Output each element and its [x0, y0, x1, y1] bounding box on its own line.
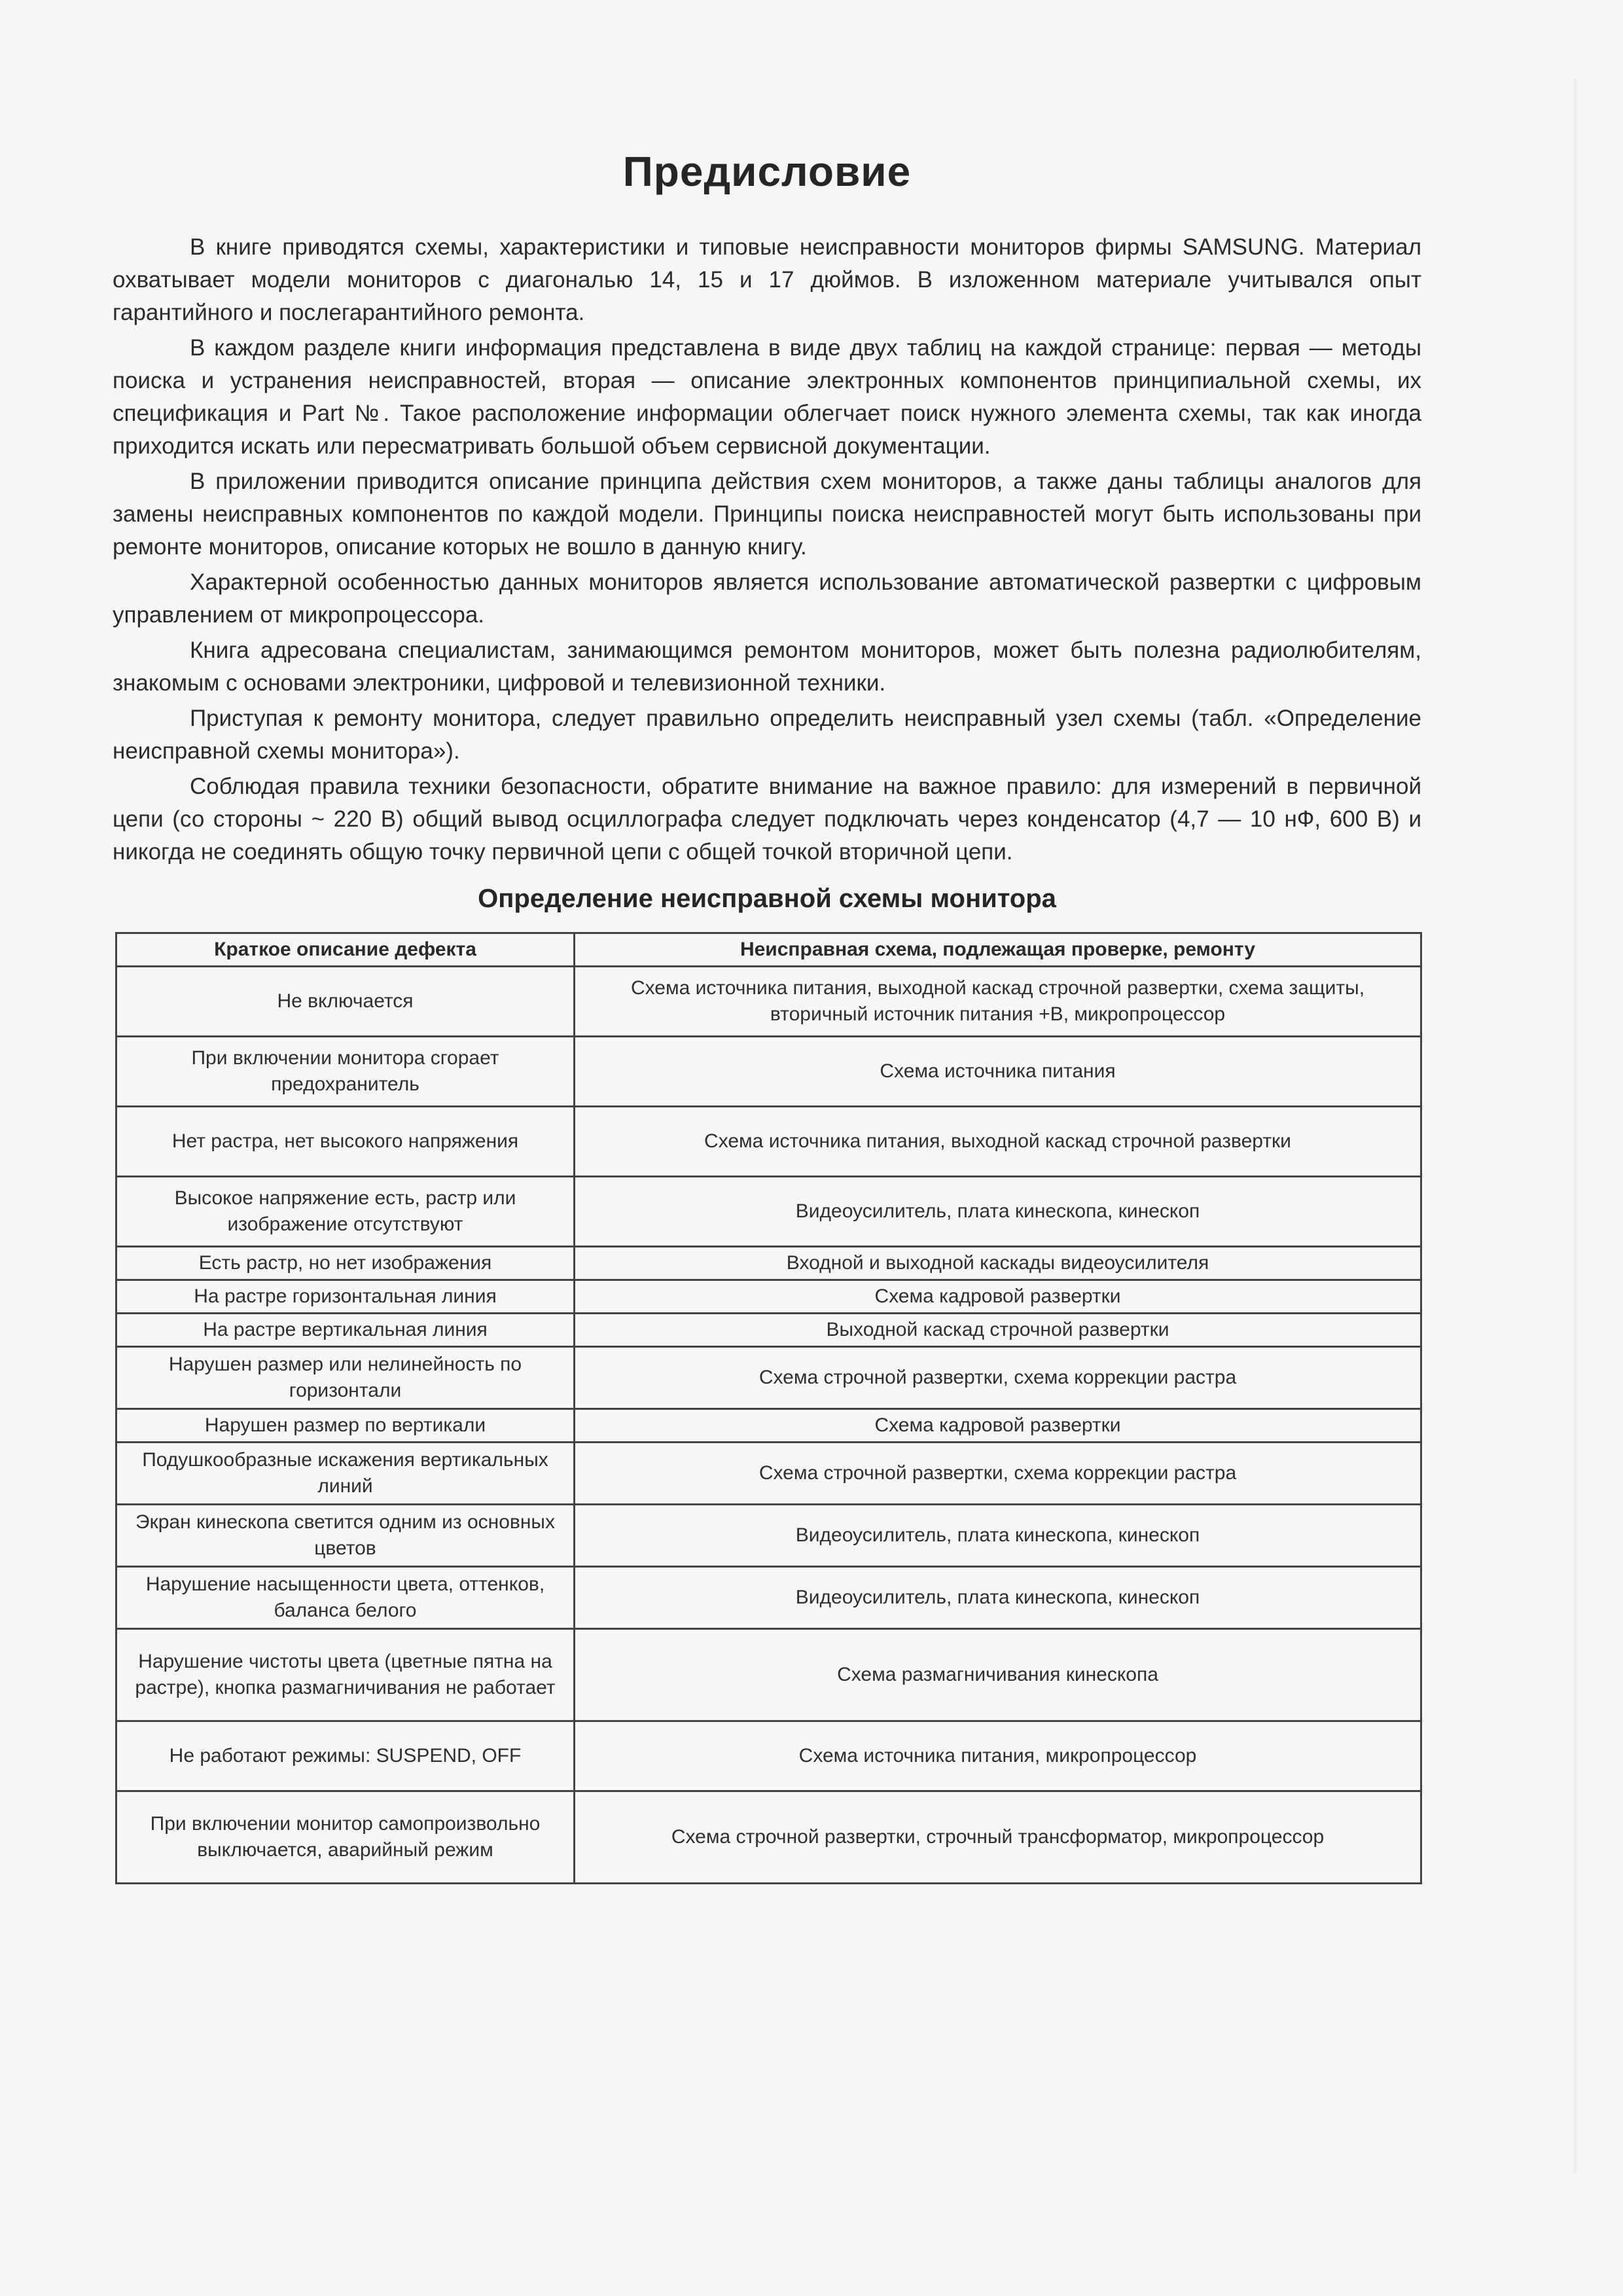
circuit-cell: Видеоусилитель, плата кинескопа, кинескоп — [575, 1177, 1421, 1247]
defect-cell: Подушкообразные искажения вертикальных линий — [116, 1443, 575, 1505]
paragraph-audience: Книга адресована специалистам, занимающимся ремонтом мониторов, может быть полезна радиолюбителям, знакомым с основами электроники, цифровой и телевизионной техники. — [113, 637, 1421, 696]
table-row — [116, 1443, 1421, 1505]
paragraph-safety: Соблюдая правила техники безопасности, обратите внимание на важное правило: для измерений в первичной цепи (со стороны ~ 220 В) общий вывод осциллографа следует подключать через конденсатор (4,7 — 10 нФ, 600 В) и никогда не соединять общую точку первичной цепи с общей точкой вторичной цепи. — [113, 774, 1421, 865]
defect-cell: Не работают режимы: SUSPEND, OFF — [116, 1721, 575, 1791]
page-content — [113, 147, 1421, 1884]
defect-cell: Высокое напряжение есть, растр или изображение отсутствуют — [116, 1177, 575, 1247]
table-title: Определение неисправной схемы монитора — [478, 884, 1056, 913]
table-row — [116, 1107, 1421, 1177]
circuit-cell: Видеоусилитель, плата кинескопа, кинескоп — [575, 1505, 1421, 1567]
defect-table — [115, 932, 1422, 1884]
defect-cell: На растре вертикальная линия — [116, 1314, 575, 1347]
table-row — [116, 1567, 1421, 1629]
defect-cell: Нарушение чистоты цвета (цветные пятна на растре), кнопка размагничивания не работает — [116, 1629, 575, 1721]
paragraph-sections: В каждом разделе книги информация представлена в виде двух таблиц на каждой странице: первая — методы поиска и устранения неисправностей, вторая — описание электронных компонентов принципиальной схемы, их спецификация и Part №. Такое расположение информации облегчает поиск нужного элемента схемы, так как иногда приходится искать или пересматривать большой объем сервисной документации. — [113, 335, 1421, 459]
circuit-cell: Схема строчной развертки, строчный трансформатор, микропроцессор — [575, 1791, 1421, 1884]
paragraph-repair-start: Приступая к ремонту монитора, следует правильно определить неисправный узел схемы (табл. «Определение неисправной схемы монитора»). — [113, 706, 1421, 764]
table-row — [116, 1037, 1421, 1107]
table-row — [116, 967, 1421, 1037]
circuit-cell: Схема строчной развертки, схема коррекции растра — [575, 1347, 1421, 1409]
paragraph-appendix: В приложении приводится описание принципа действия схем мониторов, а также даны таблицы аналогов для замены неисправных компонентов по каждой модели. Принципы поиска неисправностей могут быть использованы при ремонте мониторов, описание которых не вошло в данную книгу. — [113, 469, 1421, 560]
circuit-cell: Схема источника питания, выходной каскад строчной развертки, схема защиты, вторичный источник питания +B, микропроцессор — [575, 967, 1421, 1037]
defect-cell: Нет растра, нет высокого напряжения — [116, 1107, 575, 1177]
circuit-cell: Схема источника питания — [575, 1037, 1421, 1107]
table-row — [116, 1721, 1421, 1791]
table-row — [116, 1247, 1421, 1280]
page-title: Предисловие — [622, 148, 912, 195]
defect-cell: Нарушен размер или нелинейность по горизонтали — [116, 1347, 575, 1409]
header-circuit: Неисправная схема, подлежащая проверке, ремонту — [575, 933, 1421, 967]
table-row — [116, 1629, 1421, 1721]
table-row — [116, 1177, 1421, 1247]
table-row — [116, 1347, 1421, 1409]
table-row — [116, 1314, 1421, 1347]
table-header-row — [116, 933, 1421, 967]
defect-cell: Не включается — [116, 967, 575, 1037]
header-defect: Краткое описание дефекта — [116, 933, 575, 967]
table-row — [116, 1791, 1421, 1884]
circuit-cell: Схема размагничивания кинескопа — [575, 1629, 1421, 1721]
scan-edge-shadow — [1573, 79, 1577, 2173]
table-row — [116, 1505, 1421, 1567]
defect-cell: Есть растр, но нет изображения — [116, 1247, 575, 1280]
defect-cell: На растре горизонтальная линия — [116, 1280, 575, 1314]
defect-cell: Нарушение насыщенности цвета, оттенков, баланса белого — [116, 1567, 575, 1629]
paragraph-intro: В книге приводятся схемы, характеристики и типовые неисправности мониторов фирмы SAMSUNG. Материал охватывает модели мониторов с диагональю 14, 15 и 17 дюймов. В изложенном материале учитывался опыт гарантийного и послегарантийного ремонта. — [113, 234, 1421, 325]
defect-cell: При включении монитора сгорает предохранитель — [116, 1037, 575, 1107]
circuit-cell: Входной и выходной каскады видеоусилителя — [575, 1247, 1421, 1280]
paragraph-feature: Характерной особенностью данных мониторов является использование автоматической развертки с цифровым управлением от микропроцессора. — [113, 569, 1421, 628]
circuit-cell: Выходной каскад строчной развертки — [575, 1314, 1421, 1347]
circuit-cell: Схема источника питания, микропроцессор — [575, 1721, 1421, 1791]
defect-cell: При включении монитор самопроизвольно выключается, аварийный режим — [116, 1791, 575, 1884]
table-row — [116, 1280, 1421, 1314]
circuit-cell: Схема кадровой развертки — [575, 1409, 1421, 1443]
table-row — [116, 1409, 1421, 1443]
defect-cell: Экран кинескопа светится одним из основных цветов — [116, 1505, 575, 1567]
circuit-cell: Схема источника питания, выходной каскад строчной развертки — [575, 1107, 1421, 1177]
defect-cell: Нарушен размер по вертикали — [116, 1409, 575, 1443]
circuit-cell: Видеоусилитель, плата кинескопа, кинескоп — [575, 1567, 1421, 1629]
circuit-cell: Схема строчной развертки, схема коррекции растра — [575, 1443, 1421, 1505]
circuit-cell: Схема кадровой развертки — [575, 1280, 1421, 1314]
